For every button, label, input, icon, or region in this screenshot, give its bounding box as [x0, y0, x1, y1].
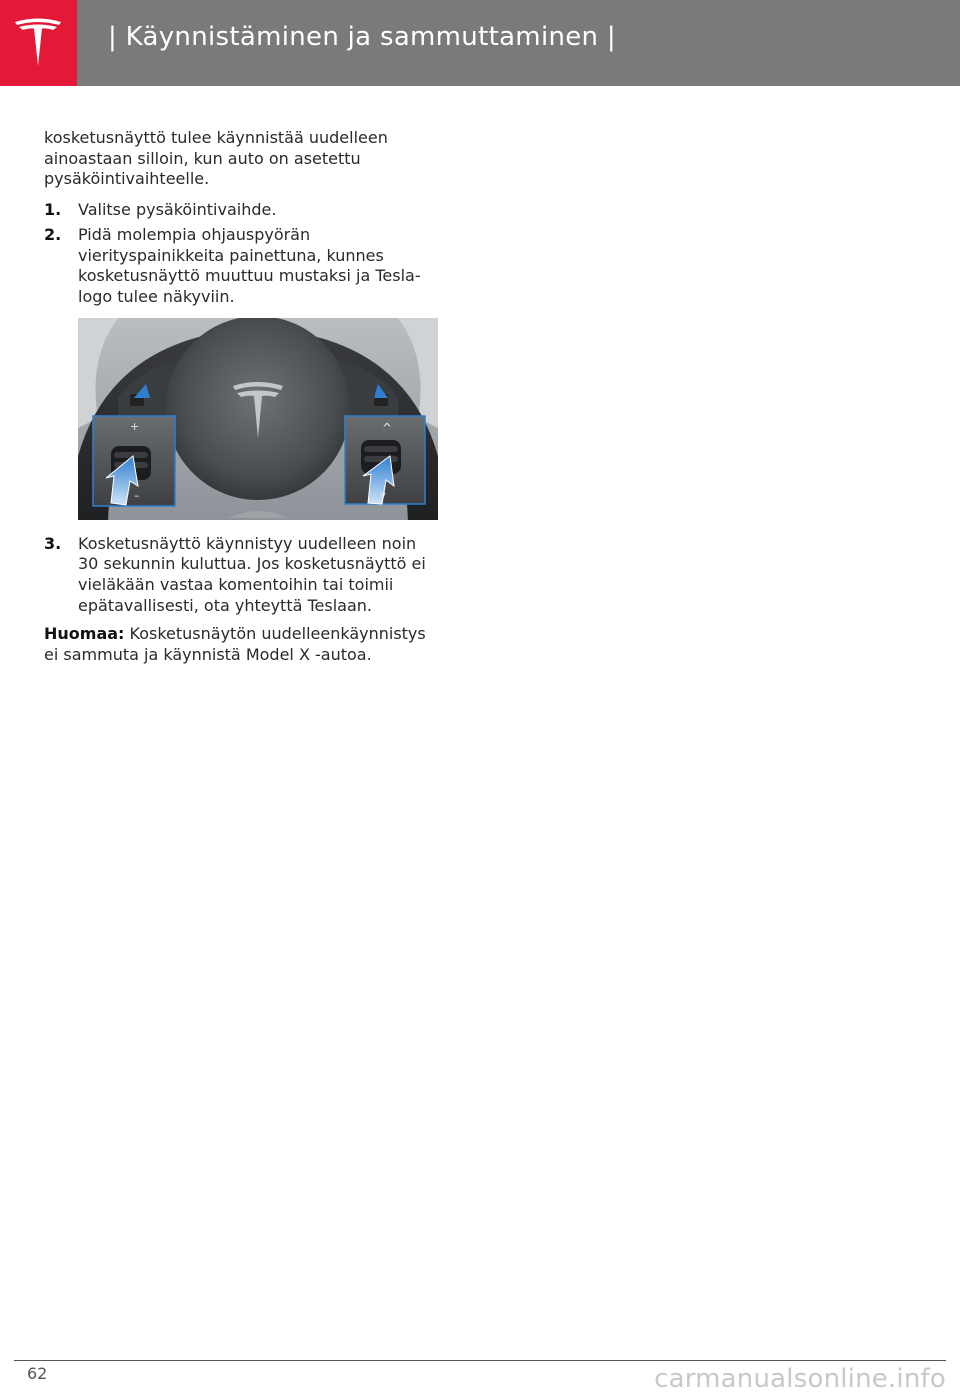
- steering-wheel-illustration: [78, 318, 438, 520]
- step-number: 2.: [44, 224, 62, 244]
- left-minus-symbol: –: [134, 488, 140, 502]
- tesla-logo: [0, 0, 77, 86]
- step-text: Pidä molempia ohjauspyörän vierityspainikkeita painettuna, kunnes kosketusnäyttö muuttuu mustaksi ja Tesla-logo tulee näkyviin.: [78, 224, 421, 306]
- step-3: [44, 534, 440, 617]
- right-down-symbol: v: [380, 489, 386, 501]
- note-label: Huomaa:: [44, 624, 125, 644]
- right-up-symbol: ^: [382, 420, 393, 435]
- step-2: [44, 225, 440, 308]
- footer-divider: [14, 1360, 946, 1361]
- watermark: carmanualsonline.info: [654, 1364, 946, 1394]
- page-header: [0, 0, 960, 86]
- note-text: Kosketusnäytön uudelleenkäynnistys ei sammuta ja käynnistä Model X -autoa.: [44, 624, 426, 665]
- left-plus-symbol: +: [130, 419, 140, 433]
- section-title: | Käynnistäminen ja sammuttaminen |: [108, 22, 616, 52]
- page-number: 62: [27, 1364, 48, 1383]
- step-number: 1.: [44, 200, 62, 220]
- step-text: Kosketusnäyttö käynnistyy uudelleen noin 30 sekunnin kuluttua. Jos kosketusnäyttö ei vieläkään vastaa komentoihin tai toimii epätavallisesti, ota yhteyttä Teslaan.: [78, 533, 426, 615]
- intro-paragraph: kosketusnäyttö tulee käynnistää uudelleen ainoastaan silloin, kun auto on asetettu pysäköintivaihteelle.: [44, 128, 388, 189]
- main-content: [44, 128, 440, 676]
- note: [44, 624, 440, 665]
- step-number: 3.: [44, 533, 62, 553]
- steering-wheel-figure: [78, 318, 438, 520]
- step-1: [44, 200, 440, 221]
- step-text: Valitse pysäköintivaihde.: [78, 200, 277, 220]
- tesla-logo-icon: [13, 16, 63, 68]
